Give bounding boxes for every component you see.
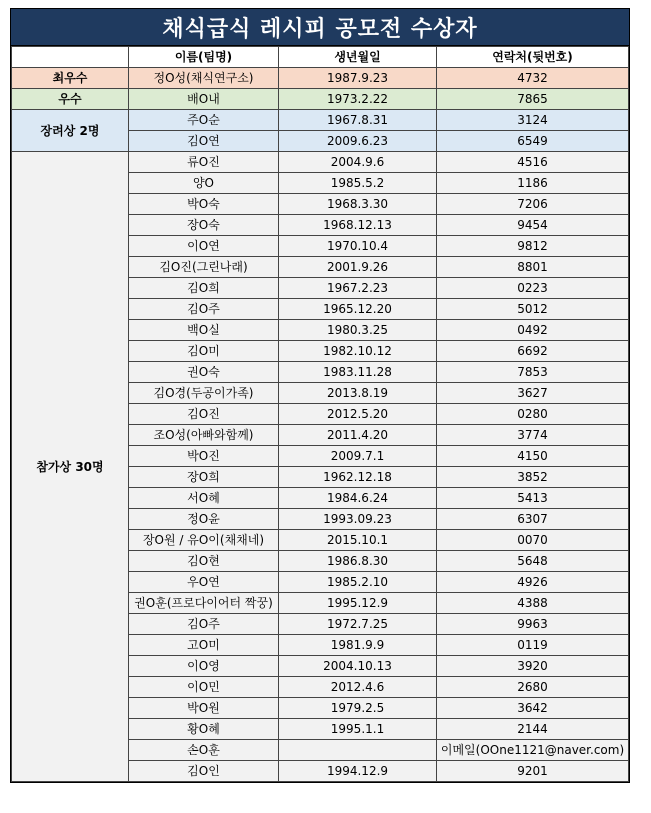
name-cell: 백O실 [129, 320, 279, 341]
contact-cell: 7206 [437, 194, 629, 215]
contact-cell: 5012 [437, 299, 629, 320]
birth-cell: 1979.2.5 [279, 698, 437, 719]
birth-cell: 2015.10.1 [279, 530, 437, 551]
birth-cell: 1995.1.1 [279, 719, 437, 740]
name-cell: 김O진 [129, 404, 279, 425]
table-row [12, 110, 629, 131]
birth-cell: 1967.2.23 [279, 278, 437, 299]
name-cell: 장O원 / 유O이(채채네) [129, 530, 279, 551]
birth-cell: 2013.8.19 [279, 383, 437, 404]
name-cell: 이O연 [129, 236, 279, 257]
category-cell: 최우수 [12, 68, 129, 89]
contact-cell: 4388 [437, 593, 629, 614]
name-cell: 김O현 [129, 551, 279, 572]
contact-cell: 2680 [437, 677, 629, 698]
contact-cell: 2144 [437, 719, 629, 740]
name-cell: 박O원 [129, 698, 279, 719]
contact-cell: 1186 [437, 173, 629, 194]
name-cell: 이O민 [129, 677, 279, 698]
birth-cell: 1993.09.23 [279, 509, 437, 530]
contact-cell: 6549 [437, 131, 629, 152]
name-cell: 손O훈 [129, 740, 279, 761]
contact-cell: 3627 [437, 383, 629, 404]
header-category [12, 47, 129, 68]
name-cell: 권O숙 [129, 362, 279, 383]
birth-cell: 1985.5.2 [279, 173, 437, 194]
birth-cell: 1972.7.25 [279, 614, 437, 635]
contact-cell: 3920 [437, 656, 629, 677]
birth-cell: 1968.12.13 [279, 215, 437, 236]
contact-cell: 3642 [437, 698, 629, 719]
header-row [12, 47, 629, 68]
contact-cell: 4926 [437, 572, 629, 593]
name-cell: 정O성(채식연구소) [129, 68, 279, 89]
contact-cell: 5648 [437, 551, 629, 572]
contact-cell: 3852 [437, 467, 629, 488]
category-cell: 참가상 30명 [12, 152, 129, 782]
birth-cell: 1987.9.23 [279, 68, 437, 89]
birth-cell: 2011.4.20 [279, 425, 437, 446]
birth-cell: 1994.12.9 [279, 761, 437, 782]
name-cell: 박O진 [129, 446, 279, 467]
category-cell: 장려상 2명 [12, 110, 129, 152]
name-cell: 장O숙 [129, 215, 279, 236]
contact-cell: 9454 [437, 215, 629, 236]
birth-cell: 1984.6.24 [279, 488, 437, 509]
name-cell: 김O연 [129, 131, 279, 152]
contact-cell: 4150 [437, 446, 629, 467]
contact-cell: 0223 [437, 278, 629, 299]
name-cell: 우O연 [129, 572, 279, 593]
name-cell: 이O영 [129, 656, 279, 677]
birth-cell: 2009.7.1 [279, 446, 437, 467]
name-cell: 서O혜 [129, 488, 279, 509]
birth-cell: 1995.12.9 [279, 593, 437, 614]
contact-cell: 9201 [437, 761, 629, 782]
birth-cell: 1967.8.31 [279, 110, 437, 131]
name-cell: 정O윤 [129, 509, 279, 530]
name-cell: 김O주 [129, 614, 279, 635]
name-cell: 김O경(두공이가족) [129, 383, 279, 404]
name-cell: 김O미 [129, 341, 279, 362]
name-cell: 배O내 [129, 89, 279, 110]
birth-cell: 1986.8.30 [279, 551, 437, 572]
name-cell: 김O인 [129, 761, 279, 782]
birth-cell: 1962.12.18 [279, 467, 437, 488]
birth-cell: 1981.9.9 [279, 635, 437, 656]
table-row [12, 89, 629, 110]
contact-cell: 8801 [437, 257, 629, 278]
contact-cell: 7865 [437, 89, 629, 110]
page-title: 채식급식 레시피 공모전 수상자 [11, 9, 629, 46]
contact-cell: 4516 [437, 152, 629, 173]
birth-cell: 1973.2.22 [279, 89, 437, 110]
birth-cell: 2001.9.26 [279, 257, 437, 278]
birth-cell: 1968.3.30 [279, 194, 437, 215]
contact-cell: 5413 [437, 488, 629, 509]
birth-cell [279, 740, 437, 761]
birth-cell: 1980.3.25 [279, 320, 437, 341]
contact-cell: 6307 [437, 509, 629, 530]
awards-sheet [10, 8, 630, 783]
name-cell: 황O혜 [129, 719, 279, 740]
contact-cell: 0070 [437, 530, 629, 551]
name-cell: 고O미 [129, 635, 279, 656]
header-name: 이름(팀명) [129, 47, 279, 68]
contact-cell: 6692 [437, 341, 629, 362]
contact-cell: 7853 [437, 362, 629, 383]
birth-cell: 1985.2.10 [279, 572, 437, 593]
birth-cell: 1982.10.12 [279, 341, 437, 362]
contact-cell: 0492 [437, 320, 629, 341]
birth-cell: 1965.12.20 [279, 299, 437, 320]
table-row [12, 68, 629, 89]
name-cell: 박O숙 [129, 194, 279, 215]
header-contact: 연락처(뒷번호) [437, 47, 629, 68]
category-cell: 우수 [12, 89, 129, 110]
birth-cell: 2004.10.13 [279, 656, 437, 677]
contact-cell: 9963 [437, 614, 629, 635]
contact-cell: 4732 [437, 68, 629, 89]
birth-cell: 2012.5.20 [279, 404, 437, 425]
name-cell: 류O진 [129, 152, 279, 173]
name-cell: 양O [129, 173, 279, 194]
birth-cell: 2009.6.23 [279, 131, 437, 152]
contact-cell: 0119 [437, 635, 629, 656]
birth-cell: 1983.11.28 [279, 362, 437, 383]
name-cell: 주O순 [129, 110, 279, 131]
contact-cell: 3124 [437, 110, 629, 131]
name-cell: 조O성(아빠와함께) [129, 425, 279, 446]
contact-cell: 3774 [437, 425, 629, 446]
birth-cell: 1970.10.4 [279, 236, 437, 257]
name-cell: 김O진(그린나래) [129, 257, 279, 278]
birth-cell: 2004.9.6 [279, 152, 437, 173]
winners-body [12, 68, 629, 782]
header-birth: 생년월일 [279, 47, 437, 68]
name-cell: 장O희 [129, 467, 279, 488]
name-cell: 김O주 [129, 299, 279, 320]
name-cell: 권O훈(프로다이어터 짝꿍) [129, 593, 279, 614]
contact-cell: 0280 [437, 404, 629, 425]
contact-cell: 이메일(OOne1121@naver.com) [437, 740, 629, 761]
contact-cell: 9812 [437, 236, 629, 257]
birth-cell: 2012.4.6 [279, 677, 437, 698]
name-cell: 김O희 [129, 278, 279, 299]
winners-table [11, 46, 629, 782]
table-row [12, 152, 629, 173]
